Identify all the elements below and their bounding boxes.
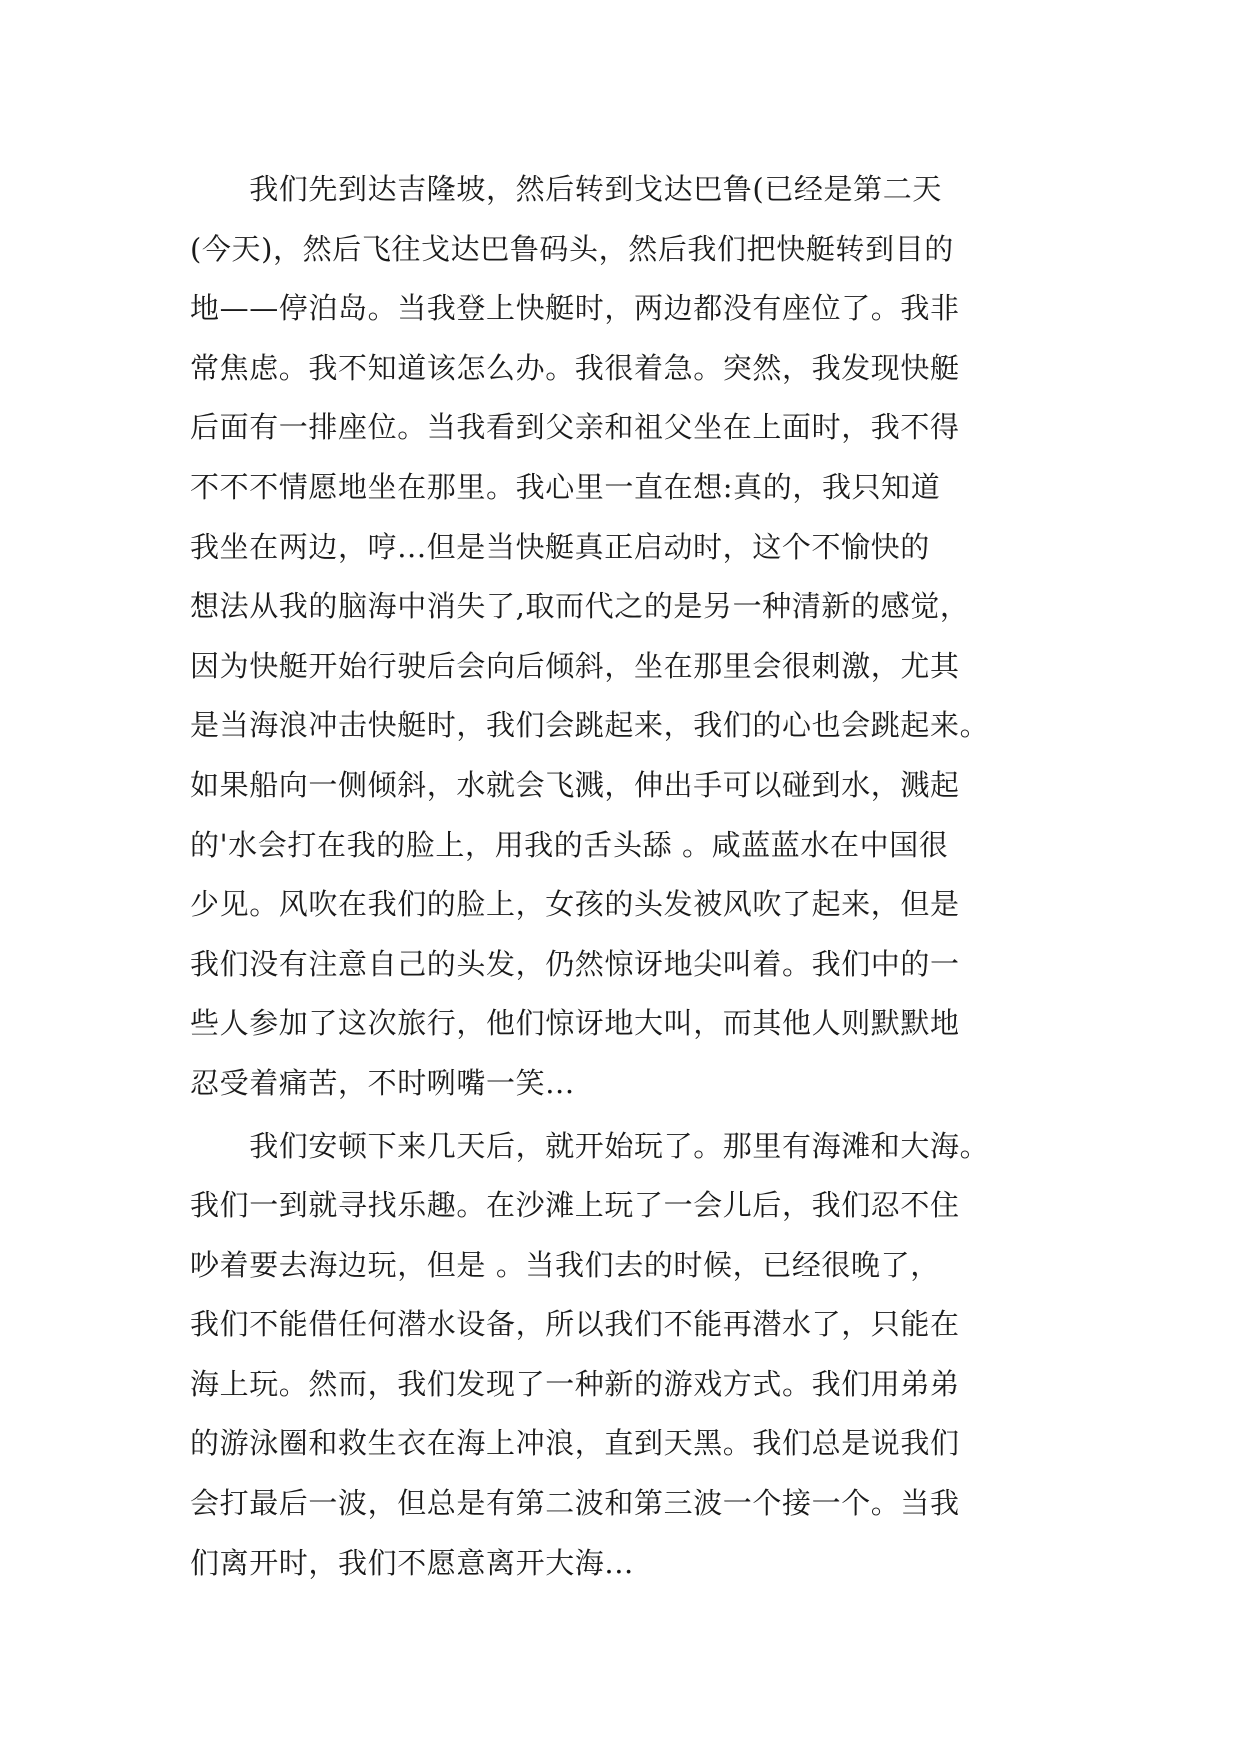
paragraph-line: 海上玩。然而，我们发现了一种新的游戏方式。我们用弟弟 (190, 1366, 960, 1401)
paragraph-line: 我们不能借任何潜水设备，所以我们不能再潜水了，只能在 (190, 1307, 960, 1342)
paragraph-line: 常焦虑。我不知道该怎么办。我很着急。突然，我发现快艇 (190, 350, 960, 385)
paragraph-line: 因为快艇开始行驶后会向后倾斜，坐在那里会很刺激，尤其 (190, 648, 960, 683)
paragraph-2 (190, 1117, 1065, 1594)
paragraph-line: (今天)，然后飞往戈达巴鲁码头，然后我们把快艇转到目的 (190, 231, 954, 266)
paragraph-line: 些人参加了这次旅行，他们惊讶地大叫，而其他人则默默地 (190, 1006, 960, 1041)
paragraph-line: 吵着要去海边玩，但是 。当我们去的时候，已经很晚了， (190, 1247, 940, 1282)
paragraph-line: 我们先到达吉隆坡，然后转到戈达巴鲁(已经是第二天 (190, 172, 942, 206)
paragraph-line: 我们一到就寻找乐趣。在沙滩上玩了一会儿后，我们忍不住 (190, 1188, 960, 1223)
paragraph-1 (190, 160, 1065, 1114)
paragraph-line: 忍受着痛苦，不时咧嘴一笑... (190, 1065, 575, 1100)
paragraph-line: 地——停泊岛。当我登上快艇时，两边都没有座位了。我非 (190, 291, 960, 326)
paragraph-line: 的游泳圈和救生衣在海上冲浪，直到天黑。我们总是说我们 (190, 1426, 960, 1461)
document-body (190, 160, 1065, 1593)
paragraph-line: 想法从我的脑海中消失了,取而代之的是另一种清新的感觉， (190, 589, 970, 624)
paragraph-line: 我坐在两边，哼...但是当快艇真正启动时，这个不愉快的 (190, 529, 930, 564)
paragraph-line: 们离开时，我们不愿意离开大海... (190, 1545, 634, 1580)
paragraph-line: 不不不情愿地坐在那里。我心里一直在想:真的，我只知道 (190, 469, 941, 504)
paragraph-line: 我们没有注意自己的头发，仍然惊讶地尖叫着。我们中的一 (190, 946, 960, 981)
paragraph-line: 如果船向一侧倾斜，水就会飞溅，伸出手可以碰到水，溅起 (190, 767, 960, 802)
paragraph-line: 我们安顿下来几天后，就开始玩了。那里有海滩和大海。 (190, 1128, 990, 1163)
paragraph-line: 少见。风吹在我们的脸上，女孩的头发被风吹了起来，但是 (190, 887, 960, 922)
paragraph-line: 后面有一排座位。当我看到父亲和祖父坐在上面时，我不得 (190, 410, 960, 445)
paragraph-line: 的'水会打在我的脸上，用我的舌头舔 。咸蓝蓝水在中国很 (190, 827, 949, 862)
paragraph-line: 是当海浪冲击快艇时，我们会跳起来，我们的心也会跳起来。 (190, 708, 990, 743)
paragraph-line: 会打最后一波，但总是有第二波和第三波一个接一个。当我 (190, 1486, 960, 1521)
